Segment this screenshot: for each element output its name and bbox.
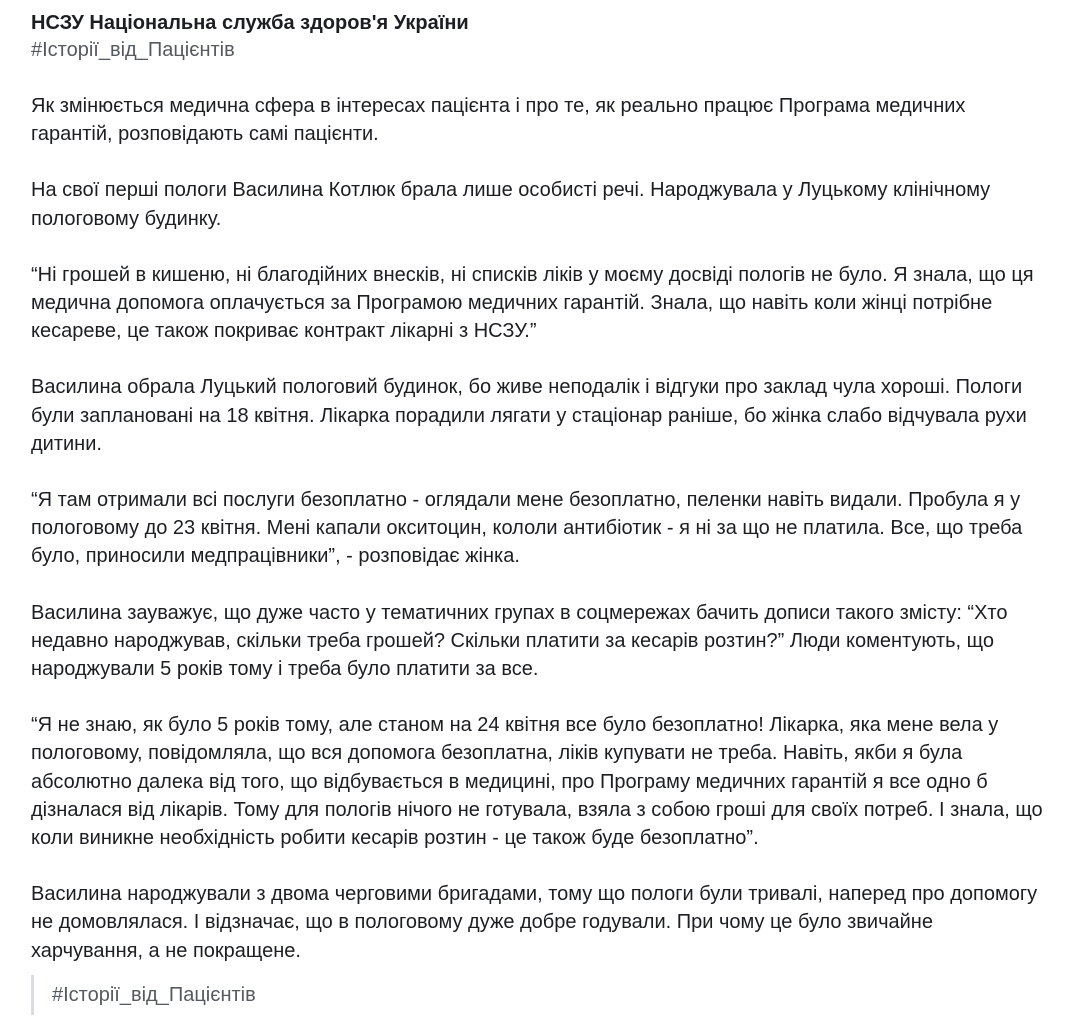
post-paragraph: Василина народжували з двома черговими бригадами, тому що пологи були тривалі, наперед про допомогу не домовлялася. І відзначає, що в пологовому дуже добре годували. При чому це було звичайне харчування, а не покращене.	[31, 883, 1038, 962]
quote-block	[31, 975, 1050, 1015]
post-paragraph: “Ні грошей в кишеню, ні благодійних внесків, ні списків ліків у моєму досвіді пологів не було. Я знала, що ця медична допомога оплачується за Програмою медичних гарантій. Знала, що навіть коли жінці потрібне кесареве, це також покриває контракт лікарні з НСЗУ.”	[31, 263, 1034, 343]
post-paragraph: Як змінюється медична сфера в інтересах пацієнта і про те, як реально працює Програма медичних гарантій, розповідають самі пацієнти.	[31, 95, 966, 146]
quote-hashtag-link[interactable]: #Історії_від_Пацієнтів	[52, 983, 256, 1006]
page-author-title[interactable]: НСЗУ Національна служба здоров'я України	[31, 12, 469, 34]
hashtag-link[interactable]: #Історії_від_Пацієнтів	[31, 39, 235, 61]
post-paragraph: “Я не знаю, як було 5 років тому, але станом на 24 квітня все було безоплатно! Лікарка, яка мене вела у пологовому, повідомляла, що вся допомога безоплатна, ліків купувати не треба. Навіть, якби я була абсолютно далека від того, що відбувається в медицині, про Програму медичних гарантій я все одно б дізналася від лікарів. Тому для пологів нічого не готувала, взяла з собою гроші для своїх потреб. І знала, що коли виникне необхідність робити кесарів розтин - це також буде безоплатно”.	[31, 714, 1043, 850]
post-paragraph: Василина обрала Луцький пологовий будинок, бо живе неподалік і відгуки про заклад чула хороші. Пологи були заплановані на 18 квітня. Лікарка порадили лягати у стаціонар раніше, бо жінка слабо відчувала рухи дитини.	[31, 376, 1027, 455]
post-body	[31, 92, 1050, 965]
post-paragraph: На свої перші пологи Василина Котлюк брала лише особисті речі. Народжувала у Луцькому клінічному пологовому будинку.	[31, 179, 991, 230]
post-paragraph: Василина зауважує, що дуже часто у тематичних групах в соцмережах бачить дописи такого змісту: “Хто недавно народжував, скільки треба грошей? Скільки платити за кесарів розтин?” Люди коментують, що народжували 5 років тому і треба було платити за все.	[31, 601, 1008, 681]
post-paragraph: “Я там отримали всі послуги безоплатно - оглядали мене безоплатно, пеленки навіть видали. Пробула я у пологовому до 23 квітня. Мені капали окситоцин, кололи антибіотик - я ні за що не платила. Все, що треба було, приносили медпрацівники”, - розповідає жінка.	[31, 489, 1023, 568]
